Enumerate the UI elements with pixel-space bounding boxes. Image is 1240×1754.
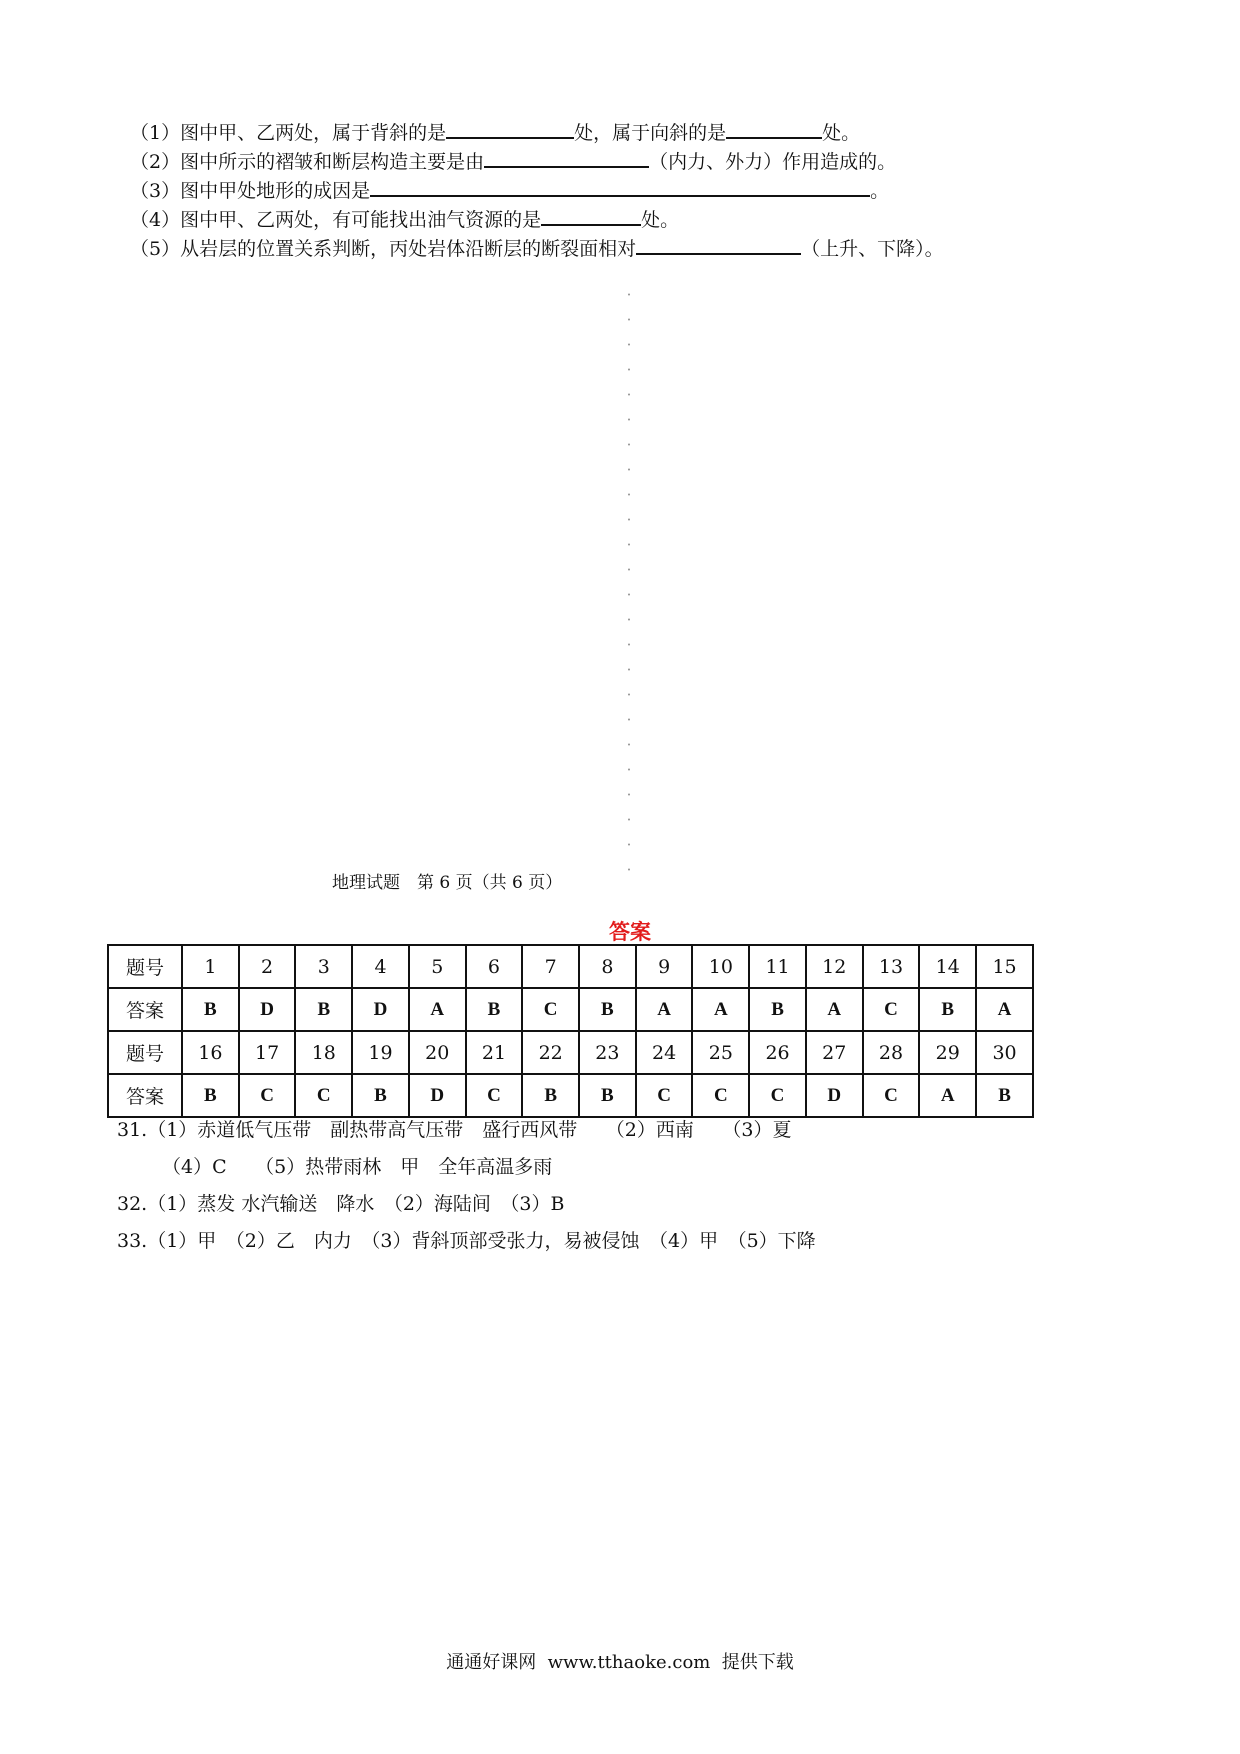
question-3-text-b: 。 [870, 180, 890, 202]
question-number-cell: 23 [579, 1031, 636, 1074]
question-number-cell: 15 [976, 945, 1033, 988]
answer-cell: C [692, 1074, 749, 1117]
answer-cell: B [919, 988, 976, 1031]
row-label: 题号 [108, 945, 182, 988]
question-2-text-a: （2）图中所示的褶皱和断层构造主要是由 [130, 151, 485, 173]
answer-cell: B [295, 988, 352, 1031]
question-number-cell: 25 [692, 1031, 749, 1074]
question-4 [130, 204, 944, 233]
question-3 [130, 175, 944, 204]
question-number-cell: 7 [522, 945, 579, 988]
answer-cell: A [692, 988, 749, 1031]
answer-cell: A [976, 988, 1033, 1031]
question-number-cell: 27 [806, 1031, 863, 1074]
answer-cell: A [919, 1074, 976, 1117]
answer-cell: D [806, 1074, 863, 1117]
table-row-answers-2 [108, 1074, 1033, 1117]
answer-blank [541, 204, 641, 226]
question-1-text-c: 处。 [822, 122, 861, 144]
answer-key-31: 31.（1）赤道低气压带 副热带高气压带 盛行西风带 （2）西南 （3）夏 [117, 1119, 792, 1141]
question-number-cell: 17 [239, 1031, 296, 1074]
answer-cell: C [295, 1074, 352, 1117]
dotted-divider [628, 282, 630, 892]
question-number-cell: 8 [579, 945, 636, 988]
table-row-numbers-1 [108, 945, 1033, 988]
question-4-text-a: （4）图中甲、乙两处，有可能找出油气资源的是 [130, 209, 542, 231]
question-number-cell: 21 [466, 1031, 523, 1074]
answer-cell: C [636, 1074, 693, 1117]
question-2-text-b: （内力、外力）作用造成的。 [649, 151, 897, 173]
answer-cell: B [522, 1074, 579, 1117]
question-1-text-a: （1）图中甲、乙两处，属于背斜的是 [130, 122, 447, 144]
question-number-cell: 4 [352, 945, 409, 988]
answer-cell: D [409, 1074, 466, 1117]
table-row-answers-1 [108, 988, 1033, 1031]
question-3-text-a: （3）图中甲处地形的成因是 [130, 180, 371, 202]
question-2 [130, 146, 944, 175]
answer-blank [446, 117, 574, 139]
answer-blank [484, 146, 649, 168]
question-number-cell: 26 [749, 1031, 806, 1074]
question-number-cell: 3 [295, 945, 352, 988]
answer-cell: C [239, 1074, 296, 1117]
question-number-cell: 2 [239, 945, 296, 988]
question-number-cell: 24 [636, 1031, 693, 1074]
question-number-cell: 16 [182, 1031, 239, 1074]
question-5-text-b: （上升、下降）。 [801, 238, 944, 260]
question-1 [130, 117, 944, 146]
question-5 [130, 233, 944, 262]
answer-key-32: 32.（1）蒸发 水汽输送 降水 （2）海陆间 （3）B [117, 1193, 565, 1215]
answer-key [117, 1112, 816, 1260]
row-label: 答案 [108, 988, 182, 1031]
answer-table [107, 944, 1034, 1118]
question-number-cell: 9 [636, 945, 693, 988]
answer-key-33: 33.（1）甲 （2）乙 内力 （3）背斜顶部受张力，易被侵蚀 （4）甲 （5）下降 [117, 1230, 816, 1252]
row-label: 答案 [108, 1074, 182, 1117]
question-number-cell: 13 [863, 945, 920, 988]
question-number-cell: 11 [749, 945, 806, 988]
answer-cell: C [863, 1074, 920, 1117]
answer-cell: C [749, 1074, 806, 1117]
answer-cell: B [182, 988, 239, 1031]
answer-cell: C [466, 1074, 523, 1117]
answer-cell: D [352, 988, 409, 1031]
question-number-cell: 14 [919, 945, 976, 988]
answer-cell: B [466, 988, 523, 1031]
answer-blank [636, 233, 801, 255]
question-number-cell: 19 [352, 1031, 409, 1074]
question-number-cell: 10 [692, 945, 749, 988]
question-number-cell: 29 [919, 1031, 976, 1074]
question-number-cell: 20 [409, 1031, 466, 1074]
answer-blank [370, 175, 870, 197]
answer-cell: B [182, 1074, 239, 1117]
question-4-text-b: 处。 [641, 209, 680, 231]
answer-cell: B [579, 1074, 636, 1117]
answer-key-31-cont: （4）C （5）热带雨林 甲 全年高温多雨 [162, 1156, 553, 1178]
answer-cell: A [409, 988, 466, 1031]
answer-title: 答案 [609, 920, 651, 944]
question-number-cell: 1 [182, 945, 239, 988]
question-block [130, 117, 944, 262]
question-number-cell: 30 [976, 1031, 1033, 1074]
question-number-cell: 5 [409, 945, 466, 988]
page-footer: 地理试题 第 6 页（共 6 页） [332, 873, 563, 893]
question-number-cell: 6 [466, 945, 523, 988]
question-number-cell: 12 [806, 945, 863, 988]
answer-blank [726, 117, 822, 139]
question-5-text-a: （5）从岩层的位置关系判断，丙处岩体沿断层的断裂面相对 [130, 238, 637, 260]
answer-cell: D [239, 988, 296, 1031]
answer-cell: A [806, 988, 863, 1031]
answer-cell: B [579, 988, 636, 1031]
answer-cell: B [976, 1074, 1033, 1117]
answer-cell: B [749, 988, 806, 1031]
answer-cell: C [522, 988, 579, 1031]
answer-cell: C [863, 988, 920, 1031]
answer-cell: A [636, 988, 693, 1031]
question-number-cell: 28 [863, 1031, 920, 1074]
row-label: 题号 [108, 1031, 182, 1074]
question-number-cell: 18 [295, 1031, 352, 1074]
question-number-cell: 22 [522, 1031, 579, 1074]
question-1-text-b: 处，属于向斜的是 [574, 122, 727, 144]
table-row-numbers-2 [108, 1031, 1033, 1074]
answer-cell: B [352, 1074, 409, 1117]
site-footer: 通通好课网 www.tthaoke.com 提供下载 [446, 1652, 794, 1673]
